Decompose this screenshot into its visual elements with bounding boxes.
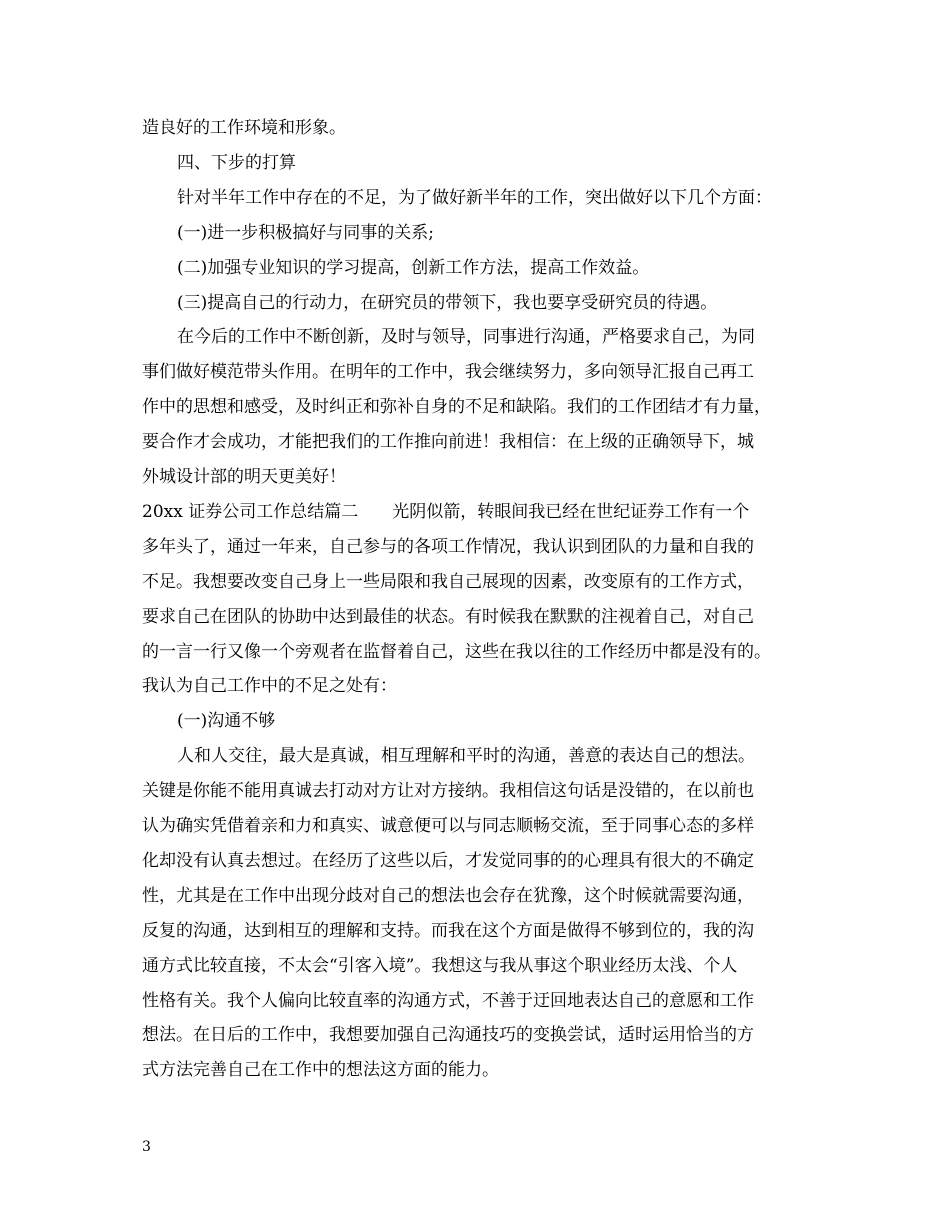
text-line: 事们做好模范带头作用。在明年的工作中，我会继续努力，多向领导汇报自己再工 <box>142 362 754 382</box>
text-line: 20xx 证券公司工作总结篇二 光阴似箭，转眼间我已经在世纪证券工作有一个 <box>142 502 750 522</box>
text-line: 人和人交往，最大是真诚，相互理解和平时的沟通，善意的表达自己的想法。 <box>177 746 755 766</box>
text-line: 认为确实凭借着亲和力和真实、诚意便可以与同志顺畅交流，至于同事心态的多样 <box>142 816 754 836</box>
text-line: 性格有关。我个人偏向比较直率的沟通方式，不善于迂回地表达自己的意愿和工作 <box>142 991 754 1011</box>
text-line: 关键是你能不能用真诚去打动对方让对方接纳。我相信这句话是没错的，在以前也 <box>142 781 754 801</box>
text-line: 想法。在日后的工作中，我想要加强自己沟通技巧的变换尝试，适时运用恰当的方 <box>142 1025 754 1045</box>
text-line: 通方式比较直接，不太会“引客入境”。我想这与我从事这个职业经历太浅、个人 <box>142 956 738 976</box>
text-line: 四、下步的打算 <box>177 153 296 173</box>
text-line: 要求自己在团队的协助中达到最佳的状态。有时候我在默默的注视着自己，对自己 <box>142 607 754 627</box>
text-line: 外城设计部的明天更美好！ <box>142 467 346 487</box>
text-line: 不足。我想要改变自己身上一些局限和我自己展现的因素，改变原有的工作方式， <box>142 572 754 592</box>
text-line: 的一言一行又像一个旁观者在监督着自己，这些在我以往的工作经历中都是没有的。 <box>142 642 771 662</box>
text-line: (二)加强专业知识的学习提高，创新工作方法，提高工作效益。 <box>177 258 650 278</box>
text-line: 多年头了，通过一年来，自己参与的各项工作情况，我认识到团队的力量和自我的 <box>142 537 754 557</box>
text-line: (三)提高自己的行动力，在研究员的带领下，我也要享受研究员的待遇。 <box>177 293 718 313</box>
page-number: 3 <box>142 1139 151 1155</box>
text-line: 要合作才会成功，才能把我们的工作推向前进！我相信：在上级的正确领导下，城 <box>142 432 754 452</box>
text-line: 在今后的工作中不断创新，及时与领导，同事进行沟通，严格要求自己，为同 <box>177 327 755 347</box>
text-line: 造良好的工作环境和形象。 <box>142 118 346 138</box>
text-line: 针对半年工作中存在的不足，为了做好新半年的工作，突出做好以下几个方面： <box>177 188 772 208</box>
text-line: 作中的思想和感受，及时纠正和弥补自身的不足和缺陷。我们的工作团结才有力量， <box>142 397 771 417</box>
text-line: 反复的沟通，达到相互的理解和支持。而我在这个方面是做得不够到位的，我的沟 <box>142 921 754 941</box>
text-line: (一)沟通不够 <box>177 711 276 731</box>
text-line: 性，尤其是在工作中出现分歧对自己的想法也会存在犹豫，这个时候就需要沟通， <box>142 886 754 906</box>
text-line: 化却没有认真去想过。在经历了这些以后，才发觉同事的的心理具有很大的不确定 <box>142 851 754 871</box>
text-line: (一)进一步积极搞好与同事的关系; <box>177 223 434 243</box>
text-line: 我认为自己工作中的不足之处有： <box>142 676 397 696</box>
text-line: 式方法完善自己在工作中的想法这方面的能力。 <box>142 1060 499 1080</box>
